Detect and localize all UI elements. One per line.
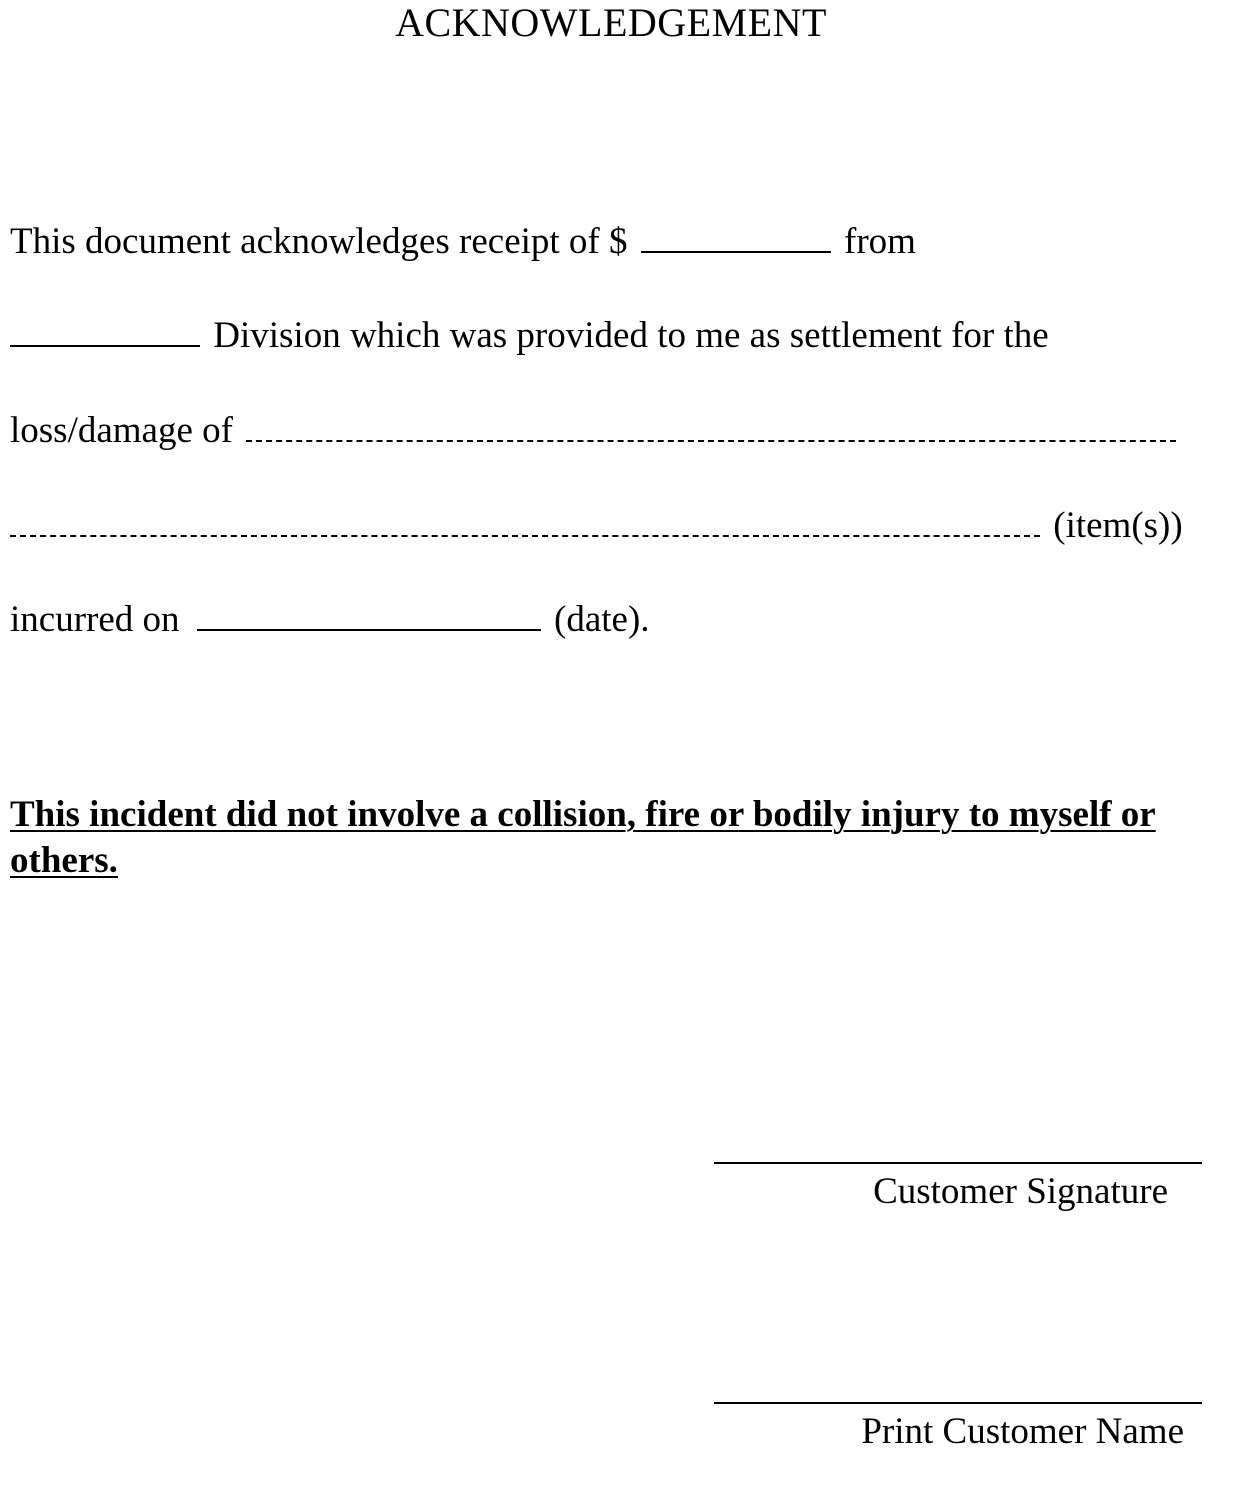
date-blank[interactable] bbox=[197, 597, 541, 631]
from-text: from bbox=[844, 221, 916, 262]
items-line bbox=[10, 503, 1183, 548]
incurred-text: incurred on bbox=[10, 599, 180, 640]
date-text: (date). bbox=[554, 599, 650, 640]
loss-damage-text: loss/damage of bbox=[10, 410, 233, 451]
division-line bbox=[10, 313, 1049, 358]
items-text: (item(s)) bbox=[1053, 505, 1183, 546]
incurred-date-line bbox=[10, 597, 650, 642]
receipt-amount-line bbox=[10, 219, 916, 264]
division-text: Division which was provided to me as settlement for the bbox=[213, 315, 1049, 356]
division-blank[interactable] bbox=[10, 313, 200, 347]
incident-notice: This incident did not involve a collision, fire or bodily injury to myself or others. bbox=[10, 794, 1156, 881]
receipt-text: This document acknowledges receipt of $ bbox=[10, 221, 628, 262]
document-title: ACKNOWLEDGEMENT bbox=[395, 0, 827, 45]
amount-blank[interactable] bbox=[641, 219, 831, 253]
print-name-label: Print Customer Name bbox=[861, 1411, 1184, 1452]
customer-signature-block bbox=[714, 1162, 1202, 1214]
loss-damage-line bbox=[10, 408, 1180, 453]
print-name-block bbox=[714, 1402, 1202, 1454]
loss-damage-blank[interactable] bbox=[246, 408, 1176, 442]
items-blank[interactable] bbox=[10, 503, 1040, 537]
signature-label: Customer Signature bbox=[873, 1171, 1168, 1212]
print-name-line[interactable] bbox=[714, 1402, 1202, 1404]
signature-line[interactable] bbox=[714, 1162, 1202, 1164]
